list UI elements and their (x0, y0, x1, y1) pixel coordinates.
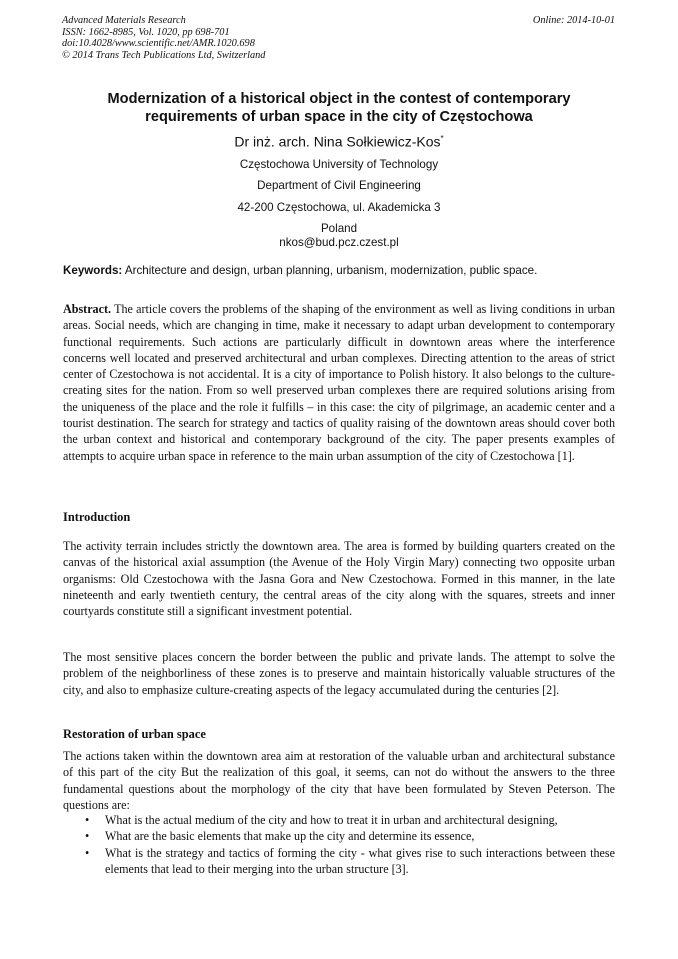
introduction-paragraph-1: The activity terrain includes strictly the downtown area. The area is formed by building quarters created on the canvas of the historical axial assumption (the Avenue of the Holy Virgin Mary) connecting two opposite urban organisms: Old Czestochowa with the Jasna Gora and New Czestochowa. Formed in this manner, in the late nineteenth and early twentieth century, the central areas of the city along with the squares, streets and inner courtyards constitute still a significant investment potential. (63, 539, 615, 619)
email: nkos@bud.pcz.czest.pl (279, 236, 399, 249)
doi-line: doi:10.4028/www.scientific.net/AMR.1020.698 (62, 38, 255, 50)
list-item-text: What is the actual medium of the city and how to treat it in urban and architectural designing, (105, 813, 558, 827)
paper-title: Modernization of a historical object in the contest of contemporary requirements of urban space in the city of Częstochowa (107, 91, 571, 125)
abstract-text: The article covers the problems of the shaping of the environment as well as living conditions in urban areas. Social needs, which are changing in time, make it necessary to adapt urban development to contemporary functional requirements. Such actions are particularly difficult in downtown areas where the interference concerns well located and preserved architectural and urban complexes. Directing attention to the areas of strict center of Czestochowa is not accidental. It is a city of importance to Polish history. It also belongs to the culture-creating sites for the nation. From so well preserved urban complexes there are required solutions arising from the uniqueness of the place and the role it fulfills – in this case: the city of pilgrimage, an academic center and a tourist destination. The search for strategy and tactics of quality raising of the downtown areas should cover both the urban context and historical and contemporary background of the city. The paper presents examples of attempts to acquire urban space in reference to the main urban assumption of the city of Czestochowa [1]. (63, 302, 615, 463)
author-name: Dr inż. arch. Nina Sołkiewicz-Kos (234, 133, 441, 150)
abstract-label: Abstract. (63, 302, 112, 316)
copyright-line: © 2014 Trans Tech Publications Ltd, Switzerland (62, 49, 266, 61)
list-item-text: What are the basic elements that make up the city and determine its essence, (105, 829, 475, 844)
list-item (63, 828, 615, 844)
bullet: • (85, 845, 90, 860)
keywords-label: Keywords: (63, 264, 123, 277)
issn-line: ISSN: 1662-8985, Vol. 1020, pp 698-701 (62, 26, 230, 38)
author-line (60, 130, 618, 151)
journal-header (62, 15, 265, 61)
university: Częstochowa University of Technology (239, 158, 439, 171)
journal-name: Advanced Materials Research (62, 15, 186, 26)
list-item (63, 845, 615, 878)
restoration-paragraph: The actions taken within the downtown area aim at restoration of the valuable urban and architectural substance of this part of the city But the realization of this goal, it seems, can not do without the answers to the three fundamental questions about the morphology of the city that have been formulated by Steven Peterson. The questions are: (63, 749, 615, 812)
keywords-text: Architecture and design, urban planning, urbanism, modernization, public space. (124, 264, 538, 277)
questions-list (63, 812, 615, 877)
keywords (63, 264, 623, 278)
introduction-heading: Introduction (63, 510, 131, 524)
restoration-heading: Restoration of urban space (63, 727, 206, 741)
department: Department of Civil Engineering (257, 179, 421, 192)
country: Poland (320, 222, 358, 235)
bullet: • (85, 813, 90, 827)
introduction-paragraph-2: The most sensitive places concern the border between the public and private lands. The attempt to solve the problem of the neighborliness of these zones is to preserve and maintain historically valuable structures of the city, and also to emphasize culture-creating aspects of the legacy accumulated during the centuries [2]. (63, 650, 615, 697)
list-item-text: What is the strategy and tactics of forming the city - what gives rise to such interactions between these elements that lead to their merging into the urban structure [3]. (105, 845, 615, 876)
list-item (63, 812, 615, 828)
abstract (63, 301, 615, 464)
online-date: Online: 2014-10-01 (532, 15, 615, 26)
bullet: • (85, 829, 90, 844)
address: 42-200 Częstochowa, ul. Akademicka 3 (237, 201, 441, 214)
author-mark: * (440, 134, 444, 143)
